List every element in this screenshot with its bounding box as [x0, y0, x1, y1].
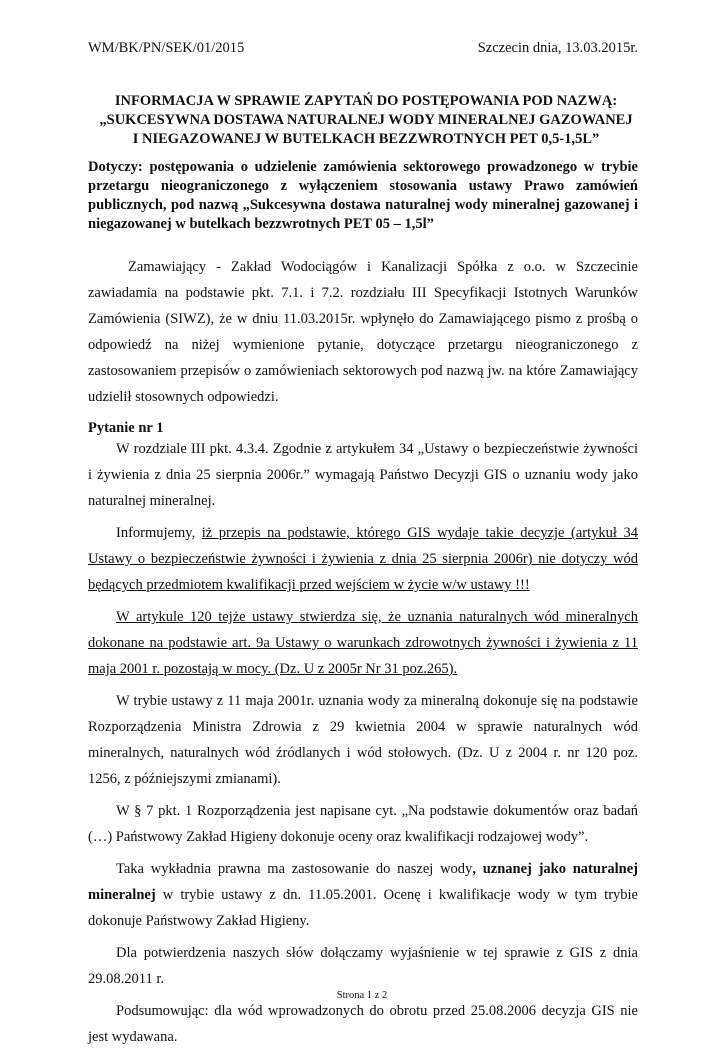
answer-1-prefix: Informujemy, — [116, 525, 202, 541]
answer-5-suffix: w trybie ustawy z dn. 11.05.2001. Ocenę i kwalifikacje wody w tym trybie dokonuje Państwowy Zakład Higieny. — [88, 887, 638, 929]
answer-5-bold: , uznanej jako naturalnej mineralnej — [88, 861, 638, 903]
answer-5-prefix: Taka wykładnia prawna ma zastosowanie do naszej wody — [116, 861, 473, 877]
subject-paragraph: Dotyczy: postępowania o udzielenie zamówienia sektorowego prowadzonego w trybie przetargu nieograniczonego z wyłączeniem stosowania ustawy Prawo zamówień publicznych, pod nazwą „Sukcesywna dostawa naturalnej wody mineralnej gazowanej i niegazowanej w butelkach bezzwrotnych PET 05 – 1,5l” — [88, 159, 638, 232]
answer-paragraph-5 — [88, 856, 638, 934]
answer-paragraph-1 — [88, 520, 638, 598]
answer-paragraph-6: Dla potwierdzenia naszych słów dołączamy wyjaśnienie w tej sprawie z GIS z dnia 29.08.2011 r. — [88, 945, 638, 987]
title-line-2: „SUKCESYWNA DOSTAWA NATURALNEJ WODY MINERALNEJ GAZOWANEJ — [99, 112, 633, 128]
title-line-1: INFORMACJA W SPRAWIE ZAPYTAŃ DO POSTĘPOWANIA POD NAZWĄ: — [114, 93, 618, 109]
question-paragraph: W rozdziale III pkt. 4.3.4. Zgodnie z artykułem 34 „Ustawy o bezpieczeństwie żywności i żywienia z dnia 25 sierpnia 2006r.” wymagają Państwo Decyzji GIS o uznaniu wody jako naturalnej mineralnej. — [88, 441, 638, 509]
answer-1-underlined: iż przepis na podstawie, którego GIS wydaje takie decyzje (artykuł 34 Ustawy o bezpieczeństwie żywności i żywienia z dnia 25 sierpnia 2006r) nie dotyczy wód będących przedmiotem kwalifikacji przed wejściem w życie w/w ustawy !!! — [88, 525, 638, 593]
title-line-3: I NIEGAZOWANEJ W BUTELKACH BEZZWROTNYCH PET 0,5-1,5L” — [132, 131, 600, 147]
question-heading: Pytanie nr 1 — [88, 420, 164, 436]
document-title — [80, 92, 652, 149]
answer-paragraph-3: W trybie ustawy z 11 maja 2001r. uznania wody za mineralną dokonuje się na podstawie Rozporządzenia Ministra Zdrowia z 29 kwietnia 2004 w sprawie naturalnych wód mineralnych, naturalnych wód źródlanych i wód stołowych. (Dz. U z 2004 r. nr 120 poz. 1256, z późniejszymi zmianami). — [88, 693, 638, 787]
answer-2-underlined: W artykule 120 tejże ustawy stwierdza się, że uznania naturalnych wód mineralnych dokonane na podstawie art. 9a Ustawy o warunkach zdrowotnych żywności i żywienia z 11 maja 2001 r. pozostają w mocy. (Dz. U z 2005r Nr 31 poz.265). — [88, 609, 638, 677]
page-number: Strona 1 z 2 — [336, 990, 388, 1001]
answer-paragraph-7: Podsumowując: dla wód wprowadzonych do obrotu przed 25.08.2006 decyzja GIS nie jest wydawana. — [88, 1003, 638, 1045]
reference-number: WM/BK/PN/SEK/01/2015 — [88, 40, 245, 56]
answer-paragraph-4: W § 7 pkt. 1 Rozporządzenia jest napisane cyt. „Na podstawie dokumentów oraz badań (…) Państwowy Zakład Higieny dokonuje oceny oraz kwalifikacji rodzajowej wody”. — [88, 803, 638, 845]
intro-paragraph: Zamawiający - Zakład Wodociągów i Kanalizacji Spółka z o.o. w Szczecinie zawiadamia na podstawie pkt. 7.1. i 7.2. rozdziału III Specyfikacji Istotnych Warunków Zamówienia (SIWZ), że w dniu 11.03.2015r. wpłynęło do Zamawiającego pismo z prośbą o odpowiedź na niżej wymienione pytanie, dotyczące przetargu nieograniczonego z zastosowaniem przepisów o zamówieniach sektorowych pod nazwą jw. na które Zamawiający udzielił stosownych odpowiedzi. — [88, 259, 638, 405]
document-body — [88, 254, 638, 1056]
place-date: Szczecin dnia, 13.03.2015r. — [477, 40, 638, 56]
answer-paragraph-2 — [88, 604, 638, 682]
